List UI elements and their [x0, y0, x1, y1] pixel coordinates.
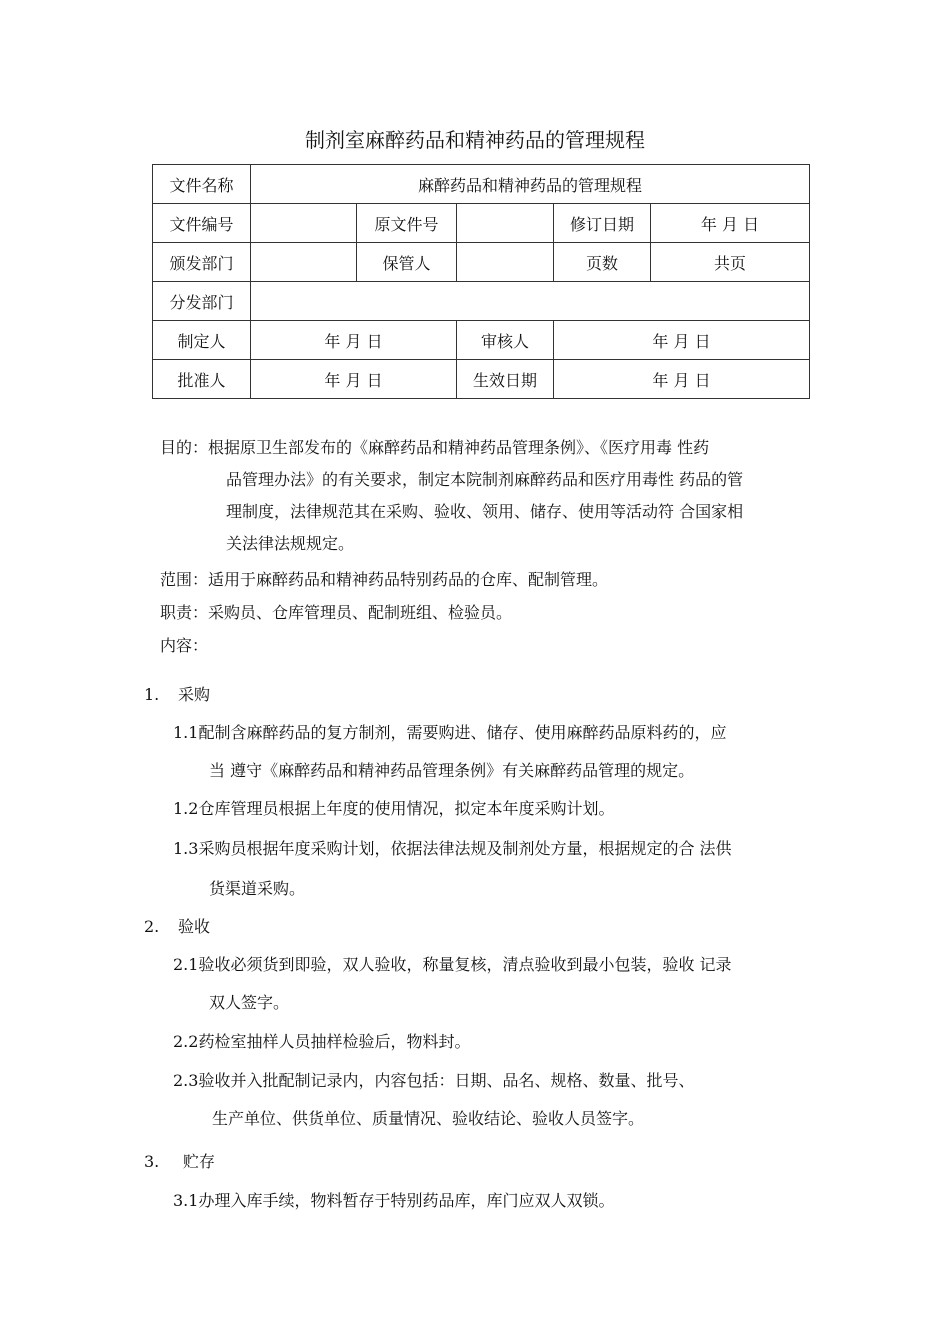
distribution-dept-value [251, 282, 810, 321]
reviewer-label: 审核人 [457, 321, 554, 360]
section-title: 贮存 [183, 1152, 216, 1171]
reviewer-date: 年 月 日 [554, 321, 810, 360]
keeper-value [457, 243, 554, 282]
clause-text: 1.1配制含麻醉药品的复方制剂，需要购进、储存、使用麻醉药品原料药的，应 [173, 723, 727, 742]
page-count-value: 共页 [651, 243, 810, 282]
clause-text: 2.1验收必须货到即验，双人验收，称量复核，清点验收到最小包装，验收 记录 [173, 955, 732, 974]
clause-text: 双人签字。 [209, 993, 290, 1012]
section-title: 采购 [178, 685, 211, 704]
approver-label: 批准人 [153, 360, 251, 399]
author-label: 制定人 [153, 321, 251, 360]
issuing-dept-label: 颁发部门 [153, 243, 251, 282]
clause-text: 当 遵守《麻醉药品和精神药品管理条例》有关麻醉药品管理的规定。 [209, 761, 695, 780]
purpose-line: 品管理办法》的有关要求，制定本院制剂麻醉药品和医疗用毒性 药品的管 [226, 470, 744, 489]
document-title: 制剂室麻醉药品和精神药品的管理规程 [305, 128, 645, 152]
section-number: 1. [144, 685, 160, 704]
revision-date-label: 修订日期 [554, 204, 651, 243]
distribution-dept-label: 分发部门 [153, 282, 251, 321]
purpose-line: 目的：根据原卫生部发布的《麻醉药品和精神药品管理条例》、《医疗用毒 性药 [160, 438, 710, 457]
original-file-number-value [457, 204, 554, 243]
scope-text: 范围：适用于麻醉药品和精神药品特别药品的仓库、配制管理。 [160, 570, 609, 589]
document-info-table [152, 164, 810, 399]
purpose-line: 关法律法规规定。 [226, 534, 355, 553]
original-file-number-label: 原文件号 [357, 204, 457, 243]
clause-text: 1.3采购员根据年度采购计划，依据法律法规及制剂处方量，根据规定的合 法供 [173, 839, 732, 858]
page-count-label: 页数 [554, 243, 651, 282]
section-number: 2. [144, 917, 160, 936]
keeper-label: 保管人 [357, 243, 457, 282]
clause-text: 3.1办理入库手续，物料暂存于特别药品库，库门应双人双锁。 [173, 1191, 615, 1210]
table-row [153, 165, 810, 204]
duty-text: 职责：采购员、仓库管理员、配制班组、检验员。 [160, 603, 513, 622]
clause-text: 2.2药检室抽样人员抽样检验后，物料封。 [173, 1032, 471, 1051]
file-name-label: 文件名称 [153, 165, 251, 204]
table-row [153, 360, 810, 399]
file-number-value [251, 204, 357, 243]
revision-date-value: 年 月 日 [651, 204, 810, 243]
section-title: 验收 [178, 917, 211, 936]
clause-text: 2.3验收并入批配制记录内，内容包括：日期、品名、规格、数量、批号、 [173, 1071, 695, 1090]
table-row [153, 243, 810, 282]
purpose-line: 理制度，法律规范其在采购、验收、领用、储存、使用等活动符 合国家相 [226, 502, 744, 521]
clause-text: 货渠道采购。 [209, 879, 306, 898]
table-row [153, 204, 810, 243]
file-number-label: 文件编号 [153, 204, 251, 243]
author-date: 年 月 日 [251, 321, 457, 360]
effective-date-label: 生效日期 [457, 360, 554, 399]
clause-text: 1.2仓库管理员根据上年度的使用情况，拟定本年度采购计划。 [173, 799, 615, 818]
approver-date: 年 月 日 [251, 360, 457, 399]
table-row [153, 321, 810, 360]
clause-text: 生产单位、供货单位、质量情况、验收结论、验收人员签字。 [212, 1109, 645, 1128]
section-number: 3. [144, 1152, 160, 1171]
issuing-dept-value [251, 243, 357, 282]
effective-date-value: 年 月 日 [554, 360, 810, 399]
table-row [153, 282, 810, 321]
content-label: 内容： [160, 636, 209, 655]
file-name-value: 麻醉药品和精神药品的管理规程 [251, 165, 810, 204]
